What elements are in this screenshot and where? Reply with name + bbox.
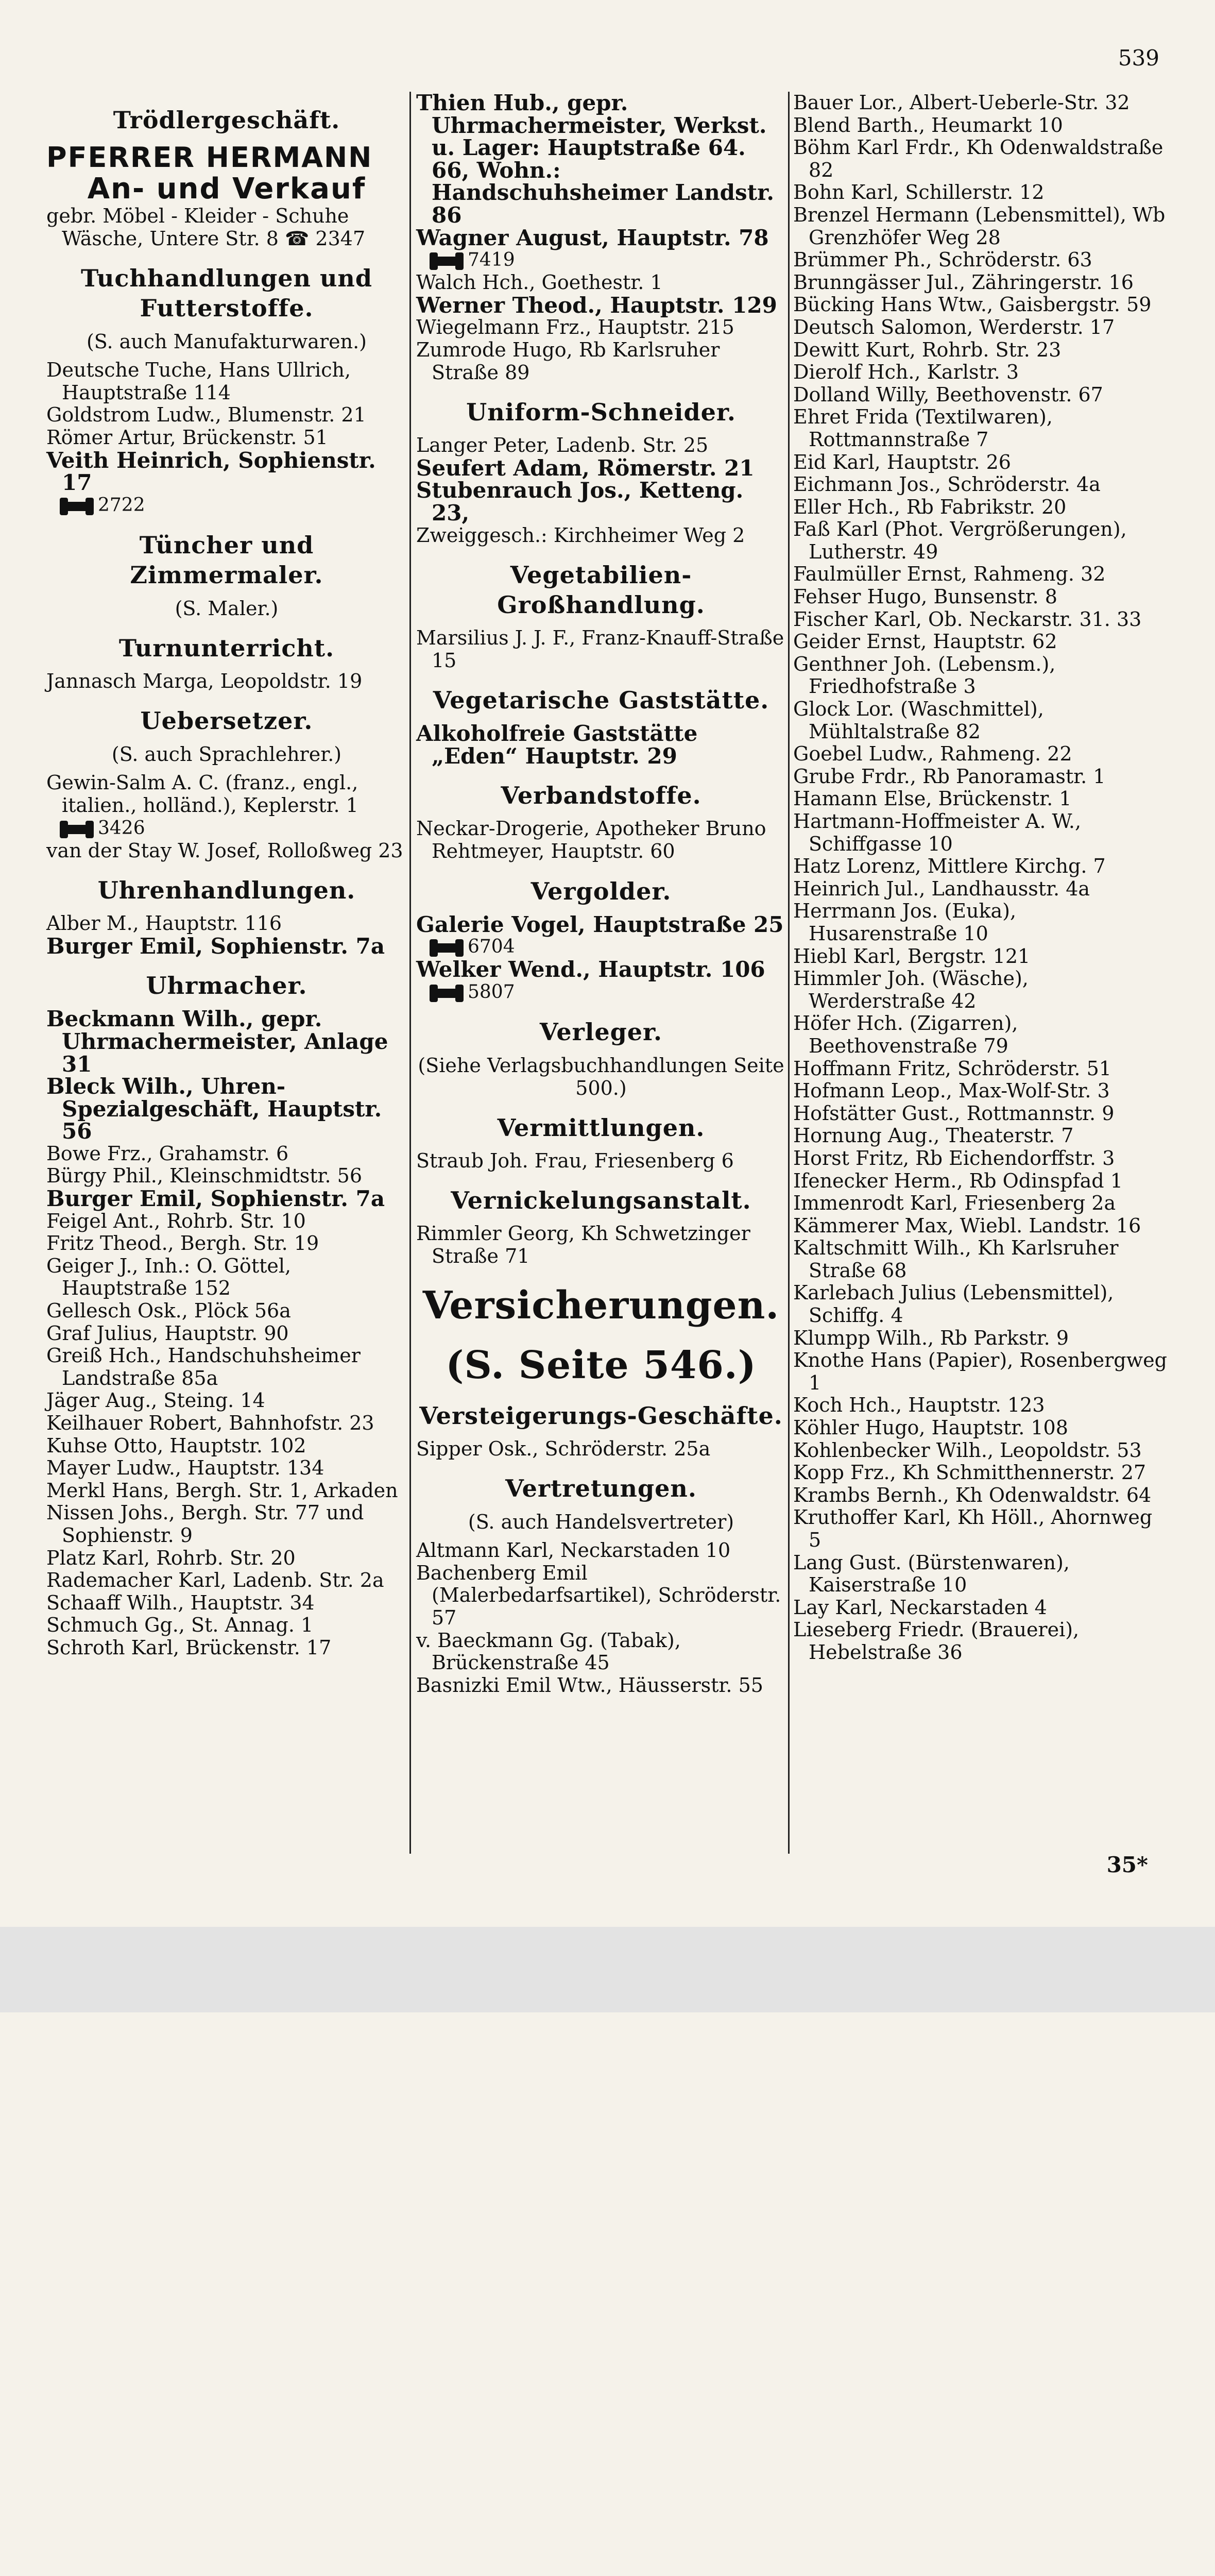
directory-entry: Seufert Adam, Römerstr. 21 <box>416 455 755 481</box>
advert-tagline: An- und Verkauf <box>87 172 366 206</box>
directory-entry: Blend Barth., Heumarkt 10 <box>793 113 1063 137</box>
section-heading: Uniform-Schneider. <box>466 398 736 427</box>
directory-entry: Glock Lor. (Waschmittel), Mühltalstraße 82 <box>793 698 1044 743</box>
section-heading: Versicherungen. <box>422 1283 780 1328</box>
directory-entry: Jannasch Marga, Leopoldstr. 19 <box>46 669 363 692</box>
directory-entry: Geiger J., Inh.: O. Göttel, Hauptstraße 152 <box>46 1254 292 1300</box>
column-3 <box>793 92 1169 1664</box>
directory-entry: Koch Hch., Hauptstr. 123 <box>793 1394 1045 1417</box>
phone-number: 7419 <box>468 249 515 271</box>
directory-entry: Eichmann Jos., Schröderstr. 4a <box>793 473 1101 496</box>
directory-entry: Rademacher Karl, Ladenb. Str. 2a <box>46 1569 384 1592</box>
directory-entry: Straub Joh. Frau, Friesenberg 6 <box>416 1149 734 1172</box>
section-heading: (S. Seite 546.) <box>446 1343 757 1387</box>
column-divider <box>788 92 790 1854</box>
column-1 <box>46 92 407 1659</box>
directory-entry: Hofstätter Gust., Rottmannstr. 9 <box>793 1101 1115 1125</box>
phone-number: 6704 <box>468 936 515 958</box>
directory-entry: Neckar-Drogerie, Apotheker Bruno Rehtmeyer, Hauptstr. 60 <box>416 817 766 863</box>
directory-entry: Bohn Karl, Schillerstr. 12 <box>793 181 1045 204</box>
section-heading: Versteigerungs-Geschäfte. <box>419 1401 783 1430</box>
directory-entry: Keilhauer Robert, Bahnhofstr. 23 <box>46 1412 374 1434</box>
directory-entry: Eller Hch., Rb Fabrikstr. 20 <box>793 495 1067 518</box>
directory-entry: Ehret Frida (Textilwaren), Rottmannstraße 7 <box>793 405 1053 451</box>
directory-entry: Gewin-Salm A. C. (franz., engl., italien., holländ.), Keplerstr. 1 <box>46 771 358 817</box>
section-note: (S. auch Manufakturwaren.) <box>86 330 367 353</box>
directory-entry: v. Baeckmann Gg. (Tabak), Brückenstraße 45 <box>416 1629 681 1674</box>
directory-entry: Zweiggesch.: Kirchheimer Weg 2 <box>416 523 745 547</box>
telephone-icon <box>432 989 461 998</box>
section-note: (Siehe Verlagsbuchhandlungen Seite 500.) <box>418 1054 784 1099</box>
directory-entry: Dewitt Kurt, Rohrb. Str. 23 <box>793 338 1062 361</box>
phone-number: 3426 <box>98 817 145 839</box>
directory-entry: Dierolf Hch., Karlstr. 3 <box>793 361 1019 384</box>
directory-entry: Lay Karl, Neckarstaden 4 <box>793 1596 1047 1619</box>
directory-entry: Veith Heinrich, Sophienstr. 17 <box>46 447 376 496</box>
directory-entry: Platz Karl, Rohrb. Str. 20 <box>46 1546 296 1569</box>
directory-entry: Herrmann Jos. (Euka), Husarenstraße 10 <box>793 900 1017 945</box>
phone-line <box>46 494 407 517</box>
section-heading: Vegetabilien-Großhandlung. <box>497 561 705 619</box>
directory-entry: Zumrode Hugo, Rb Karlsruher Straße 89 <box>416 338 720 384</box>
directory-entry: Faulmüller Ernst, Rahmeng. 32 <box>793 563 1106 586</box>
phone-number: 5807 <box>468 981 515 1003</box>
telephone-icon <box>432 257 461 266</box>
phone-number: 2722 <box>98 494 145 516</box>
directory-entry: Wiegelmann Frz., Hauptstr. 215 <box>416 316 734 339</box>
section-heading: Uebersetzer. <box>140 707 313 735</box>
directory-entry: Jäger Aug., Steing. 14 <box>46 1389 265 1412</box>
telephone-icon <box>432 943 461 953</box>
directory-entry: Feigel Ant., Rohrb. Str. 10 <box>46 1209 306 1232</box>
directory-entry: Beckmann Wilh., gepr. Uhrmachermeister, Anlage 31 <box>46 1006 388 1077</box>
directory-entry: Gellesch Osk., Plöck 56a <box>46 1299 291 1323</box>
directory-entry: Römer Artur, Brückenstr. 51 <box>46 426 328 449</box>
directory-entry: Bücking Hans Wtw., Gaisbergstr. 59 <box>793 293 1152 316</box>
directory-entry: Goebel Ludw., Rahmeng. 22 <box>793 742 1072 766</box>
directory-entry: Werner Theod., Hauptstr. 129 <box>416 292 777 318</box>
column-2 <box>416 92 786 1697</box>
section-heading: Trödlergeschäft. <box>113 106 340 134</box>
directory-entry: Hamann Else, Brückenstr. 1 <box>793 787 1072 810</box>
phone-line <box>416 981 786 1004</box>
directory-entry: Sipper Osk., Schröderstr. 25a <box>416 1437 711 1460</box>
directory-entry: Basnizki Emil Wtw., Häusserstr. 55 <box>416 1673 763 1697</box>
directory-entry: Schmuch Gg., St. Annag. 1 <box>46 1614 314 1637</box>
column-divider <box>409 92 411 1854</box>
directory-entry: Lang Gust. (Bürstenwaren), Kaiserstraße 10 <box>793 1551 1070 1597</box>
directory-entry: van der Stay W. Josef, Rolloßweg 23 <box>46 839 403 862</box>
directory-entry: Schaaff Wilh., Hauptstr. 34 <box>46 1591 315 1614</box>
section-note: (S. auch Handelsvertreter) <box>468 1511 734 1534</box>
section-heading: Verleger. <box>539 1018 663 1046</box>
section-heading: Verbandstoffe. <box>501 782 701 810</box>
directory-entry: Hatz Lorenz, Mittlere Kirchg. 7 <box>793 855 1106 878</box>
section-heading: Vermittlungen. <box>497 1113 705 1142</box>
directory-entry: Brenzel Hermann (Lebensmittel), Wb Grenzhöfer Weg 28 <box>793 203 1166 249</box>
directory-entry: Horst Fritz, Rb Eichendorffstr. 3 <box>793 1146 1115 1170</box>
directory-entry: Bleck Wilh., Uhren-Spezialgeschäft, Hauptstr. 56 <box>46 1074 382 1144</box>
directory-entry: Greiß Hch., Handschuhsheimer Landstraße 85a <box>46 1344 361 1389</box>
directory-entry: Knothe Hans (Papier), Rosenbergweg 1 <box>793 1349 1167 1394</box>
directory-entry: Schroth Karl, Brückenstr. 17 <box>46 1636 332 1659</box>
section-heading: Turnunterricht. <box>118 634 335 662</box>
directory-entry: Bauer Lor., Albert-Ueberle-Str. 32 <box>793 91 1130 114</box>
directory-entry: Graf Julius, Hauptstr. 90 <box>46 1321 289 1345</box>
directory-entry: Burger Emil, Sophienstr. 7a <box>46 933 385 959</box>
directory-entry: Fritz Theod., Bergh. Str. 19 <box>46 1232 319 1255</box>
directory-entry: Lieseberg Friedr. (Brauerei), Hebelstraße 36 <box>793 1618 1080 1664</box>
directory-entry: Kruthoffer Karl, Kh Höll., Ahornweg 5 <box>793 1506 1153 1551</box>
directory-entry: Bowe Frz., Grahamstr. 6 <box>46 1142 289 1165</box>
page-number: 539 <box>1118 45 1159 71</box>
directory-entry: Walch Hch., Goethestr. 1 <box>416 271 663 294</box>
directory-entry: gebr. Möbel - Kleider - Schuhe Wäsche, Untere Str. 8 ☎ 2347 <box>46 205 366 250</box>
section-heading: Vegetarische Gaststätte. <box>433 686 769 715</box>
directory-entry: Fischer Karl, Ob. Neckarstr. 31. 33 <box>793 607 1142 631</box>
directory-entry: Ifenecker Herm., Rb Odinspfad 1 <box>793 1169 1123 1192</box>
directory-entry: Genthner Joh. (Lebensm.), Friedhofstraße 3 <box>793 652 1056 698</box>
directory-entry: Faß Karl (Phot. Vergrößerungen), Lutherstr. 49 <box>793 518 1127 563</box>
directory-entry: Heinrich Jul., Landhausstr. 4a <box>793 877 1090 900</box>
directory-entry: Burger Emil, Sophienstr. 7a <box>46 1186 385 1212</box>
directory-entry: Brümmer Ph., Schröderstr. 63 <box>793 248 1092 272</box>
section-heading: Tuchhandlungen und Futterstoffe. <box>80 264 373 323</box>
directory-entry: Hofmann Leop., Max-Wolf-Str. 3 <box>793 1079 1110 1103</box>
directory-entry: Galerie Vogel, Hauptstraße 25 <box>416 911 784 937</box>
directory-entry: Hornung Aug., Theaterstr. 7 <box>793 1124 1074 1147</box>
directory-entry: Bürgy Phil., Kleinschmidtstr. 56 <box>46 1164 362 1188</box>
directory-entry: Hiebl Karl, Bergstr. 121 <box>793 944 1031 968</box>
signature-mark: 35* <box>1106 1852 1148 1877</box>
directory-entry: Alkoholfreie Gaststätte „Eden“ Hauptstr. 29 <box>416 721 698 769</box>
telephone-icon <box>62 825 92 834</box>
directory-entry: Kuhse Otto, Hauptstr. 102 <box>46 1434 306 1457</box>
directory-entry: Kaltschmitt Wilh., Kh Karlsruher Straße 68 <box>793 1236 1119 1282</box>
directory-entry: Kopp Frz., Kh Schmitthennerstr. 27 <box>793 1461 1146 1484</box>
directory-entry: Karlebach Julius (Lebensmittel), Schiffg. 4 <box>793 1281 1114 1327</box>
directory-entry: Höfer Hch. (Zigarren), Beethovenstraße 79 <box>793 1012 1018 1057</box>
directory-entry: Welker Wend., Hauptstr. 106 <box>416 957 765 982</box>
directory-entry: Wagner August, Hauptstr. 78 <box>416 225 769 250</box>
directory-entry: Dolland Willy, Beethovenstr. 67 <box>793 383 1103 406</box>
directory-entry: Köhler Hugo, Hauptstr. 108 <box>793 1416 1068 1439</box>
directory-entry: Eid Karl, Hauptstr. 26 <box>793 450 1011 473</box>
section-heading: Uhrmacher. <box>146 972 307 1000</box>
directory-entry: Altmann Karl, Neckarstaden 10 <box>416 1539 731 1562</box>
telephone-icon <box>62 502 92 511</box>
directory-entry: Kohlenbecker Wilh., Leopoldstr. 53 <box>793 1438 1142 1462</box>
directory-entry: Brunngässer Jul., Zähringerstr. 16 <box>793 270 1134 294</box>
phone-line <box>416 936 786 958</box>
directory-entry: Merkl Hans, Bergh. Str. 1, Arkaden <box>46 1479 398 1502</box>
footer-bar <box>0 1927 1215 2012</box>
directory-entry: Goldstrom Ludw., Blumenstr. 21 <box>46 403 366 427</box>
directory-entry: Klumpp Wilh., Rb Parkstr. 9 <box>793 1326 1069 1349</box>
directory-entry: Rimmler Georg, Kh Schwetzinger Straße 71 <box>416 1222 750 1268</box>
directory-entry: Immenrodt Karl, Friesenberg 2a <box>793 1192 1116 1215</box>
section-heading: Vernickelungsanstalt. <box>451 1187 751 1215</box>
section-note: (S. Maler.) <box>175 597 279 620</box>
directory-entry: Himmler Joh. (Wäsche), Werderstraße 42 <box>793 967 1029 1012</box>
directory-entry: Marsilius J. J. F., Franz-Knauff-Straße 15 <box>416 626 784 672</box>
directory-entry: Alber M., Hauptstr. 116 <box>46 912 282 935</box>
directory-entry: Grube Frdr., Rb Panoramastr. 1 <box>793 765 1106 788</box>
directory-entry: Nissen Johs., Bergh. Str. 77 und Sophienstr. 9 <box>46 1501 364 1547</box>
directory-entry: Hartmann-Hoffmeister A. W., Schiffgasse 10 <box>793 810 1082 855</box>
directory-entry: Kämmerer Max, Wiebl. Landstr. 16 <box>793 1214 1141 1237</box>
directory-entry: Deutsche Tuche, Hans Ullrich, Hauptstraße 114 <box>46 359 351 404</box>
section-heading: Vertretungen. <box>505 1475 697 1503</box>
section-heading: Vergolder. <box>531 877 672 905</box>
directory-entry: Geider Ernst, Hauptstr. 62 <box>793 630 1057 653</box>
directory-entry: Fehser Hugo, Bunsenstr. 8 <box>793 585 1057 608</box>
directory-entry: Mayer Ludw., Hauptstr. 134 <box>46 1456 324 1480</box>
section-note: (S. auch Sprachlehrer.) <box>111 743 342 766</box>
directory-entry: Stubenrauch Jos., Ketteng. 23, <box>416 478 744 526</box>
directory-entry: Thien Hub., gepr. Uhrmachermeister, Werkst. u. Lager: Hauptstraße 64. 66, Wohn.: Handschuhsheimer Landstr. 86 <box>416 90 774 228</box>
directory-entry: Deutsch Salomon, Werderstr. 17 <box>793 315 1115 338</box>
section-heading: Uhrenhandlungen. <box>97 876 356 905</box>
directory-entry: Langer Peter, Ladenb. Str. 25 <box>416 434 709 457</box>
phone-line <box>46 817 407 840</box>
phone-line <box>416 249 786 272</box>
advert-name: PFERRER HERMANN <box>46 141 373 174</box>
directory-entry: Bachenberg Emil (Malerbedarfsartikel), Schröderstr. 57 <box>416 1561 781 1629</box>
directory-entry: Krambs Bernh., Kh Odenwaldstr. 64 <box>793 1483 1152 1506</box>
directory-entry: Böhm Karl Frdr., Kh Odenwaldstraße 82 <box>793 136 1163 181</box>
section-heading: Tüncher und Zimmermaler. <box>130 531 323 589</box>
directory-entry: Hoffmann Fritz, Schröderstr. 51 <box>793 1057 1111 1080</box>
